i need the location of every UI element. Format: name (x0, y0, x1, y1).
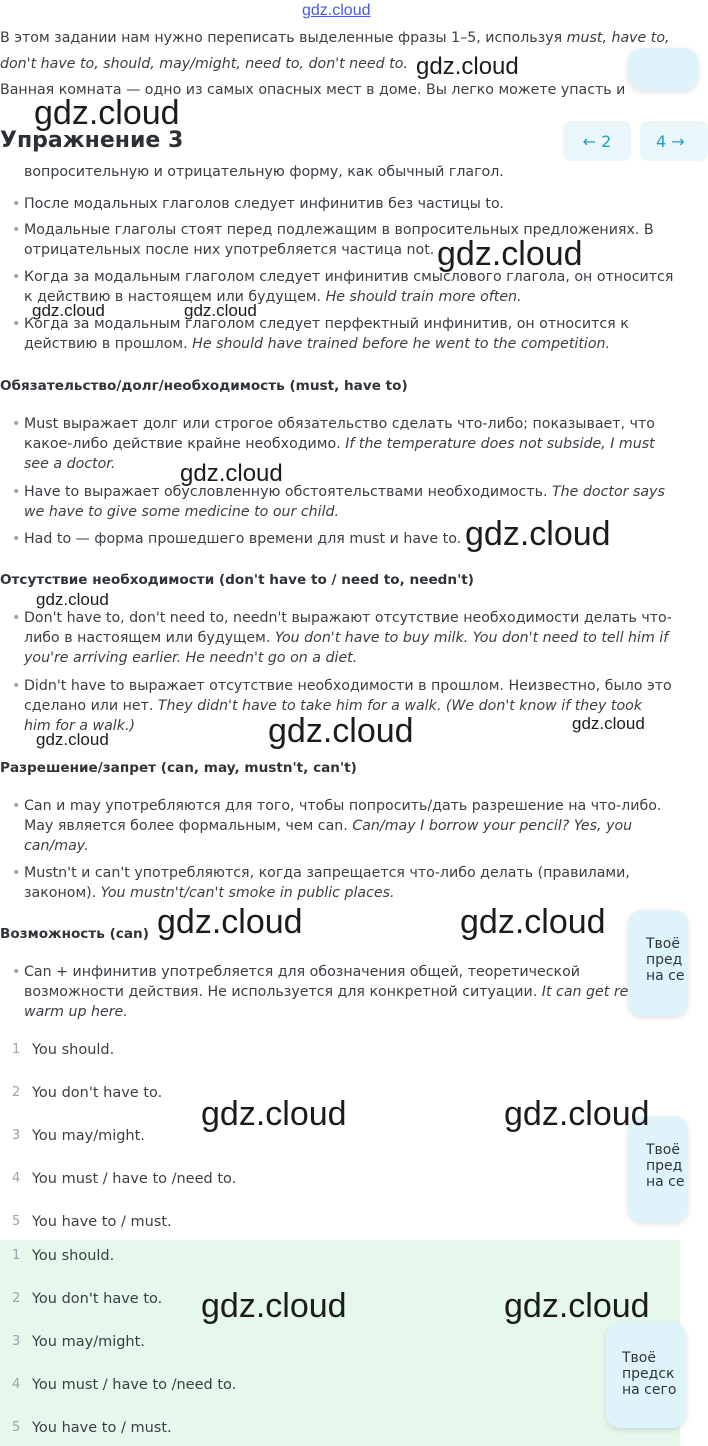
answer-number: 4 (12, 1171, 21, 1186)
answer-number: 2 (12, 1085, 21, 1100)
prev-exercise-label: ← 2 (582, 131, 612, 151)
watermark: gdz.cloud (157, 903, 303, 941)
intro-text: В этом задании нам нужно переписать выделенные фразы 1–5, используя (0, 30, 563, 46)
possibility-bullet-1 (12, 962, 629, 1022)
rule-example: He should have trained before he went to the competition. (192, 336, 611, 352)
promo-card-c[interactable] (606, 1322, 686, 1428)
heading-obligation: Обязательство/долг/необходимость (must, have to) (0, 378, 408, 394)
answer-item-4 (0, 1171, 620, 1195)
bullet-dot: • (12, 269, 21, 285)
answer-text: You don't have to. (32, 1085, 163, 1101)
next-exercise-label: 4 → (656, 131, 685, 151)
rule-text-line (24, 816, 680, 836)
bullet-dot: • (12, 865, 21, 881)
absence-bullet-1 (12, 608, 680, 668)
rule-text: какое-либо действие крайне необходимо. (24, 436, 341, 452)
bullet-dot: • (12, 531, 21, 547)
rule-text: Had to — форма прошедшего времени для must и have to. (24, 531, 462, 547)
watermark: gdz.cloud (34, 94, 180, 132)
promo-text: предск (622, 1366, 675, 1382)
rule-text: Must выражает долг или строгое обязательство сделать что-либо; показывает, что (24, 416, 655, 432)
promo-text: на се (646, 1174, 685, 1190)
watermark: gdz.cloud (465, 515, 611, 553)
rule-text: сделано или нет. (24, 698, 154, 714)
bullet-dot: • (12, 196, 21, 212)
watermark: gdz.cloud (201, 1095, 347, 1133)
permission-bullet-1 (12, 796, 680, 856)
rule-example: The doctor says (552, 484, 665, 500)
bullet-dot: • (12, 610, 21, 626)
rule-text: Модальные глаголы стоят перед подлежащим в вопросительных предложениях. В (24, 222, 654, 238)
answer-item-3 (0, 1334, 600, 1358)
prev-exercise-button[interactable] (563, 121, 631, 161)
answer-number: 5 (12, 1420, 21, 1435)
rule-example: He should train more often. (325, 289, 522, 305)
promo-text: пред (646, 952, 683, 968)
watermark: gdz.cloud (184, 301, 257, 320)
rule-text-line (24, 628, 680, 648)
rule-text: Didn't have to выражает отсутствие необходимости в прошлом. Неизвестно, было это (24, 678, 672, 694)
rule-text-line (24, 434, 680, 454)
intro-line-3: Ванная комната — одно из самых опасных мест в доме. Вы легко можете упасть и (0, 82, 626, 98)
bullet-dot: • (12, 964, 21, 980)
answers-list (0, 1036, 680, 1236)
answer-text: You may/might. (32, 1334, 145, 1350)
rule-example: can/may. (24, 838, 89, 854)
answer-number: 2 (12, 1291, 21, 1306)
promo-card-top[interactable] (628, 48, 698, 90)
promo-text: Твоё (622, 1350, 656, 1366)
rule-text: После модальных глаголов следует инфинитив без частицы to. (24, 196, 504, 212)
promo-text: на се (646, 968, 685, 984)
exercise-title: Упражнение 3 (0, 128, 184, 153)
rule-example: You mustn't/can't smoke in public places. (100, 885, 395, 901)
promo-card-a[interactable] (628, 910, 688, 1016)
watermark: gdz.cloud (201, 1287, 347, 1325)
watermark: gdz.cloud (268, 712, 414, 750)
rule-text: Can и may употребляются для того, чтобы попросить/дать разрешение на что-либо. (24, 798, 662, 814)
answer-number: 5 (12, 1214, 21, 1229)
answer-text: You should. (32, 1042, 115, 1058)
rule-example: him for a walk.) (24, 718, 135, 734)
intro-line-1 (0, 27, 680, 50)
rules-cut-text: вопросительную и отрицательную форму, как обычный глагол. (24, 164, 504, 180)
rules-cut-line (24, 164, 680, 188)
answer-item-5 (0, 1214, 620, 1236)
answer-item-1 (0, 1248, 600, 1272)
rule-bullet-4 (12, 314, 680, 354)
bullet-dot: • (12, 484, 21, 500)
rule-example: you're arriving earlier. He needn't go on a diet. (24, 650, 358, 666)
rule-example: see a doctor. (24, 456, 116, 472)
answer-text: You must / have to /need to. (32, 1171, 237, 1187)
answer-text: You don't have to. (32, 1291, 163, 1307)
rule-text-line (24, 982, 629, 1002)
bullet-dot: • (12, 678, 21, 694)
rule-text: действию в прошлом. (24, 336, 188, 352)
answer-number: 4 (12, 1377, 21, 1392)
rule-text-line (24, 287, 680, 307)
obligation-bullet-1 (12, 414, 680, 474)
rule-example: Can/may I borrow your pencil? Yes, you (352, 818, 633, 834)
bullet-dot: • (12, 316, 21, 332)
promo-text: Твоё (646, 1142, 680, 1158)
rule-text-line (24, 482, 680, 502)
rule-text: Have to выражает обусловленную обстоятельствами необходимость. (24, 484, 548, 500)
watermark: gdz.cloud (460, 903, 606, 941)
rule-text: либо в настоящем или будущем. (24, 630, 271, 646)
heading-permission: Разрешение/запрет (can, may, mustn't, can't) (0, 760, 357, 776)
watermark: gdz.cloud (180, 460, 283, 487)
rule-text-line (24, 883, 680, 903)
rule-text: к действию в настоящем или будущем. (24, 289, 322, 305)
watermark: gdz.cloud (572, 714, 645, 733)
answer-number: 1 (12, 1042, 21, 1057)
watermark: gdz.cloud (32, 301, 105, 320)
heading-possibility: Возможность (can) (0, 926, 149, 942)
watermark: gdz.cloud (416, 53, 519, 80)
site-logo[interactable]: gdz.cloud (302, 2, 371, 19)
watermark: gdz.cloud (36, 590, 109, 609)
answer-number: 3 (12, 1128, 21, 1143)
answer-text: You must / have to /need to. (32, 1377, 237, 1393)
answer-number: 1 (12, 1248, 21, 1263)
bullet-dot: • (12, 416, 21, 432)
rule-example: If the temperature does not subside, I must (345, 436, 655, 452)
watermark: gdz.cloud (36, 730, 109, 749)
rule-example: You don't have to buy milk. You don't need to tell him if (274, 630, 669, 646)
answer-text: You should. (32, 1248, 115, 1264)
bullet-dot: • (12, 798, 21, 814)
rule-text: Don't have to, don't need to, needn't выражают отсутствие необходимости делать что- (24, 610, 672, 626)
answer-number: 3 (12, 1334, 21, 1349)
rule-text: Когда за модальным глаголом следует инфинитив смыслового глагола, он относится (24, 269, 674, 285)
watermark: gdz.cloud (504, 1095, 650, 1133)
next-exercise-button[interactable] (640, 121, 708, 161)
intro-line-2: don't have to, should, may/might, need to, don't need to. (0, 56, 408, 72)
rule-text: отрицательных после них употребляется частица not. (24, 242, 435, 258)
rule-text: законом). (24, 885, 97, 901)
answer-text: You have to / must. (32, 1420, 172, 1436)
watermark: gdz.cloud (504, 1287, 650, 1325)
heading-absence: Отсутствие необходимости (don't have to / need to, needn't) (0, 572, 474, 588)
promo-text: Твоё (646, 936, 680, 952)
answer-text: You have to / must. (32, 1214, 172, 1230)
rule-text: возможности действия. Не используется для конкретной ситуации. (24, 984, 538, 1000)
answer-item-4 (0, 1377, 600, 1401)
rule-text: May является более формальным, чем can. (24, 818, 348, 834)
rule-example: warm up here. (24, 1004, 128, 1020)
permission-bullet-2 (12, 863, 680, 903)
rule-bullet-1 (12, 194, 680, 214)
rule-example: we have to give some medicine to our child. (24, 504, 340, 520)
intro-text-italic: must, have to, (566, 30, 670, 46)
rule-example: They didn't have to take him for a walk. (We don't know if they took (157, 698, 643, 714)
rule-text-line (24, 334, 680, 354)
rule-text: Can + инфинитив употребляется для обозначения общей, теоретической (24, 964, 580, 980)
promo-text: на сего (622, 1382, 677, 1398)
rule-text: Когда за модальным глаголом следует перфектный инфинитив, он относится к (24, 316, 629, 332)
rule-text: Mustn't и can't употребляются, когда запрещается что-либо делать (правилами, (24, 865, 630, 881)
answer-item-1 (0, 1042, 620, 1066)
answers-highlight-block (0, 1240, 680, 1446)
promo-text: пред (646, 1158, 683, 1174)
watermark: gdz.cloud (437, 235, 583, 273)
answer-text: You may/might. (32, 1128, 145, 1144)
bullet-dot: • (12, 222, 21, 238)
rule-example: It can get re (541, 984, 629, 1000)
answer-item-5 (0, 1420, 600, 1444)
